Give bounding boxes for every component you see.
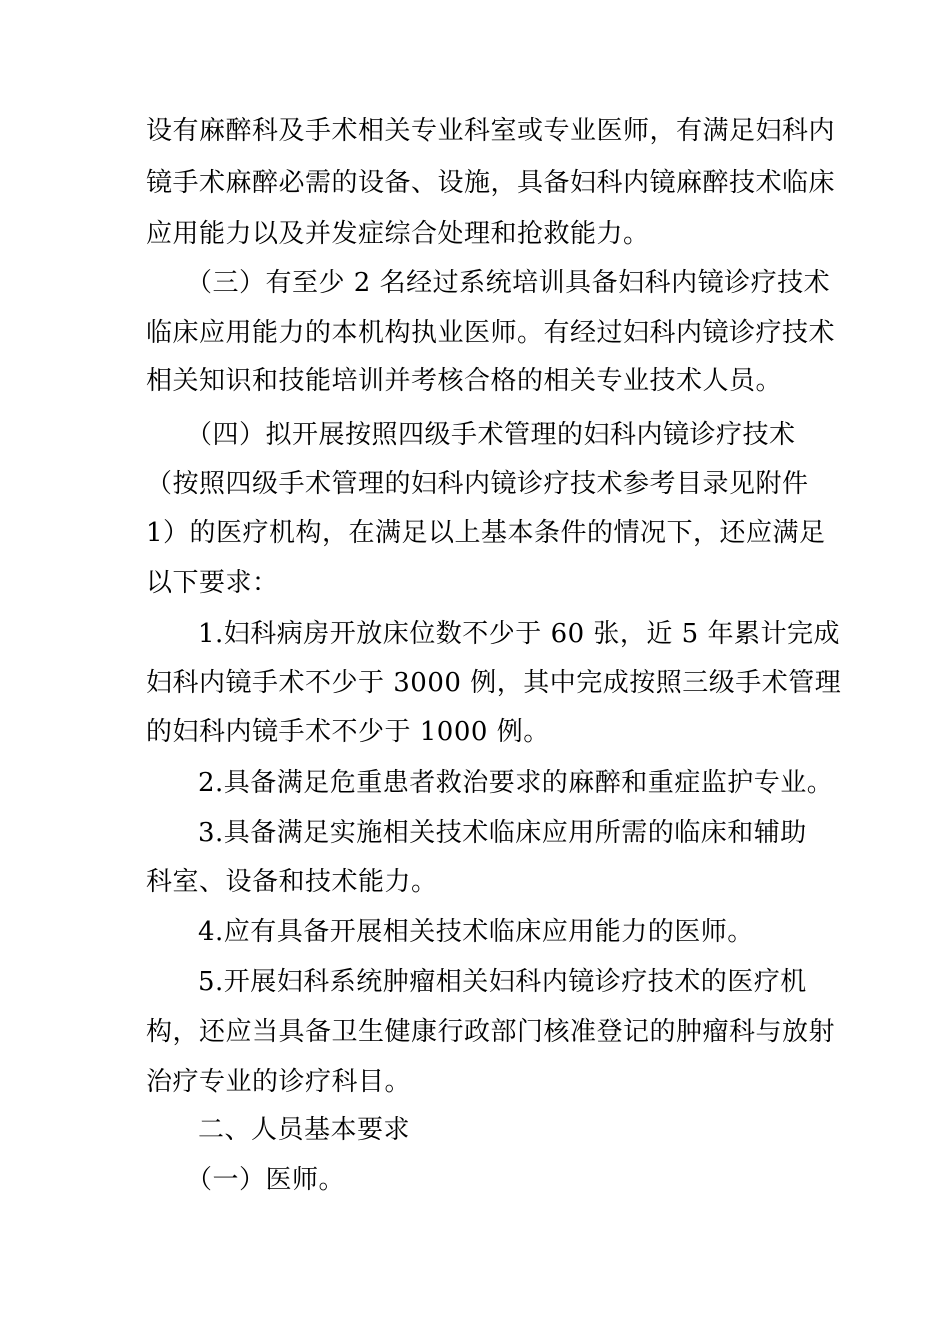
paragraph-line: 临床应用能力的本机构执业医师。有经过妇科内镜诊疗技术: [146, 318, 836, 348]
list-item: 1.妇科病房开放床位数不少于 60 张，近 5 年累计完成: [198, 619, 840, 649]
paragraph-line: 妇科内镜手术不少于 3000 例，其中完成按照三级手术管理: [146, 668, 842, 698]
paragraph-line: 1）的医疗机构，在满足以上基本条件的情况下，还应满足: [146, 518, 826, 548]
paragraph-line: 相关知识和技能培训并考核合格的相关专业技术人员。: [146, 366, 783, 396]
paragraph-line: （按照四级手术管理的妇科内镜诊疗技术参考目录见附件: [146, 469, 809, 499]
list-item: 4.应有具备开展相关技术临床应用能力的医师。: [198, 917, 754, 947]
paragraph-line: 治疗专业的诊疗科目。: [146, 1067, 412, 1097]
paragraph-line: 构，还应当具备卫生健康行政部门核准登记的肿瘤科与放射: [146, 1017, 836, 1047]
subsection-heading: （一）医师。: [186, 1165, 346, 1195]
list-item: 2.具备满足危重患者救治要求的麻醉和重症监护专业。: [198, 768, 834, 798]
paragraph-line: （四）拟开展按照四级手术管理的妇科内镜诊疗技术: [186, 420, 796, 450]
paragraph-line: 镜手术麻醉必需的设备、设施，具备妇科内镜麻醉技术临床: [146, 168, 836, 198]
paragraph-line: 的妇科内镜手术不少于 1000 例。: [146, 717, 550, 747]
paragraph-line: 以下要求：: [146, 568, 279, 598]
list-item: 5.开展妇科系统肿瘤相关妇科内镜诊疗技术的医疗机: [198, 967, 807, 997]
paragraph-line: （三）有至少 2 名经过系统培训具备妇科内镜诊疗技术: [186, 268, 831, 298]
paragraph-line: 应用能力以及并发症综合处理和抢救能力。: [146, 219, 650, 249]
paragraph-line: 设有麻醉科及手术相关专业科室或专业医师，有满足妇科内: [146, 116, 836, 146]
section-heading: 二、人员基本要求: [198, 1115, 411, 1145]
paragraph-line: 科室、设备和技术能力。: [146, 867, 438, 897]
list-item: 3.具备满足实施相关技术临床应用所需的临床和辅助: [198, 818, 807, 848]
